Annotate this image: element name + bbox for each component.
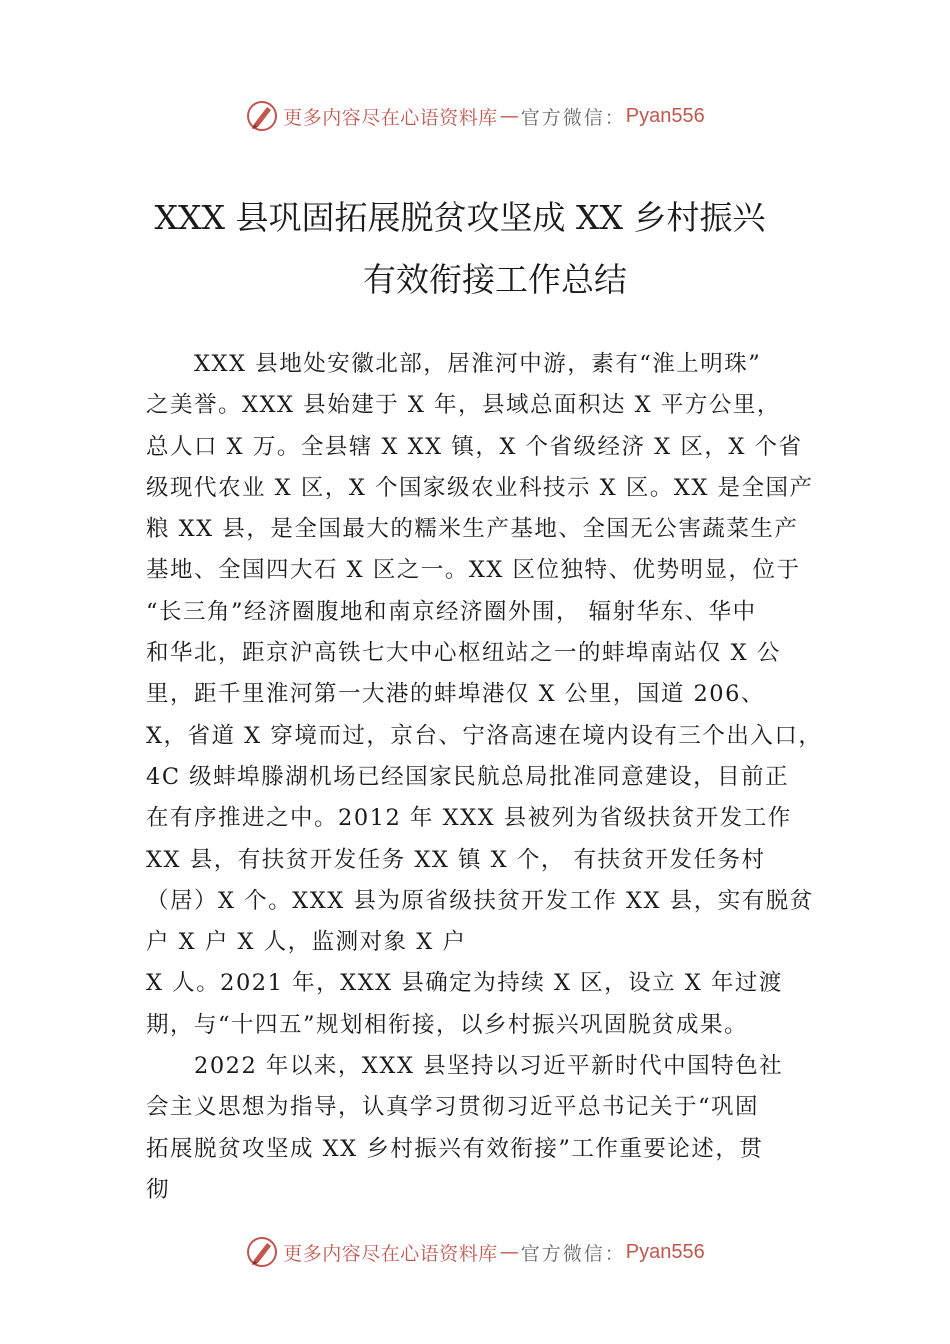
banner-separator: — (499, 1241, 519, 1263)
pen-logo-icon (245, 99, 279, 133)
banner-text: 更多内容尽在心语资料库 (283, 1242, 498, 1265)
footer-banner (0, 1232, 950, 1272)
banner-wechat-id: Pyan556 (625, 1240, 705, 1263)
body-line: 里，距千里淮河第一大港的蚌埠港仅 X 公里，国道 206、 (146, 681, 765, 708)
body-line: 在有序推进之中。2012 年 XXX 县被列为省级扶贫开发工作 (146, 805, 792, 832)
body-line: X，省道 X 穿境而过，京台、宁洛高速在境内设有三个出入口， (146, 722, 823, 749)
body-line: （居）X 个。XXX 县为原省级扶贫开发工作 XX 县，实有脱贫 (146, 887, 814, 914)
header-banner (0, 96, 950, 136)
body-line: 会主义思想为指导，认真学习贯彻习近平总书记关于“巩固 (146, 1094, 760, 1121)
body-line: 彻 (146, 1176, 171, 1203)
body-line: XXX 县地处安徽北部，居淮河中游，素有“淮上明珠” (194, 351, 762, 377)
body-line: 级现代农业 X 区，X 个国家级农业科技示 X 区。XX 是全国产 (146, 474, 814, 501)
document-title-line-2: 有效衔接工作总结 (363, 260, 627, 299)
body-line: 2022 年以来，XXX 县坚持以习近平新时代中国特色社 (194, 1053, 784, 1080)
body-line: 基地、全国四大石 X 区之一。XX 区位独特、优势明显，位于 (146, 557, 801, 584)
body-line: 4C 级蚌埠滕湖机场已经国家民航总局批准同意建设，目前正 (146, 763, 790, 790)
body-line: 之美誉。XXX 县始建于 X 年，县域总面积达 X 平方公里， (146, 392, 781, 419)
body-line: “长三角”经济圈腹地和南京经济圈外围， 辐射华东、华中 (146, 598, 757, 625)
body-line: 和华北，距京沪高铁七大中心枢纽站之一的蚌埠南站仅 X 公 (146, 640, 781, 667)
banner-wechat-id: Pyan556 (625, 104, 705, 127)
document-title-line-1: XXX 县巩固拓展脱贫攻坚成 XX 乡村振兴 (154, 198, 766, 237)
body-line: 户 X 户 X 人，监测对象 X 户 (146, 929, 467, 956)
body-line: X 人。2021 年，XXX 县确定为持续 X 区，设立 X 年过渡 (146, 970, 783, 997)
body-line: 粮 XX 县，是全国最大的糯米生产基地、全国无公害蔬菜生产 (146, 516, 799, 543)
banner-wechat-label: 官方微信： (520, 106, 626, 129)
banner-separator: — (499, 105, 519, 127)
banner-wechat-label: 官方微信： (520, 1242, 626, 1265)
body-line: 拓展脱贫攻坚成 XX 乡村振兴有效衔接”工作重要论述，贯 (146, 1135, 764, 1162)
document-body (146, 344, 826, 1211)
body-line: XX 县，有扶贫开发任务 XX 镇 X 个， 有扶贫开发任务村 (146, 846, 766, 873)
pen-logo-icon (245, 1235, 279, 1269)
body-line: 期，与“十四五”规划相衔接，以乡村振兴巩固脱贫成果。 (146, 1011, 749, 1038)
banner-text: 更多内容尽在心语资料库 (283, 106, 498, 129)
body-line: 总人口 X 万。全县辖 X XX 镇，X 个省级经济 X 区，X 个省 (146, 433, 803, 460)
